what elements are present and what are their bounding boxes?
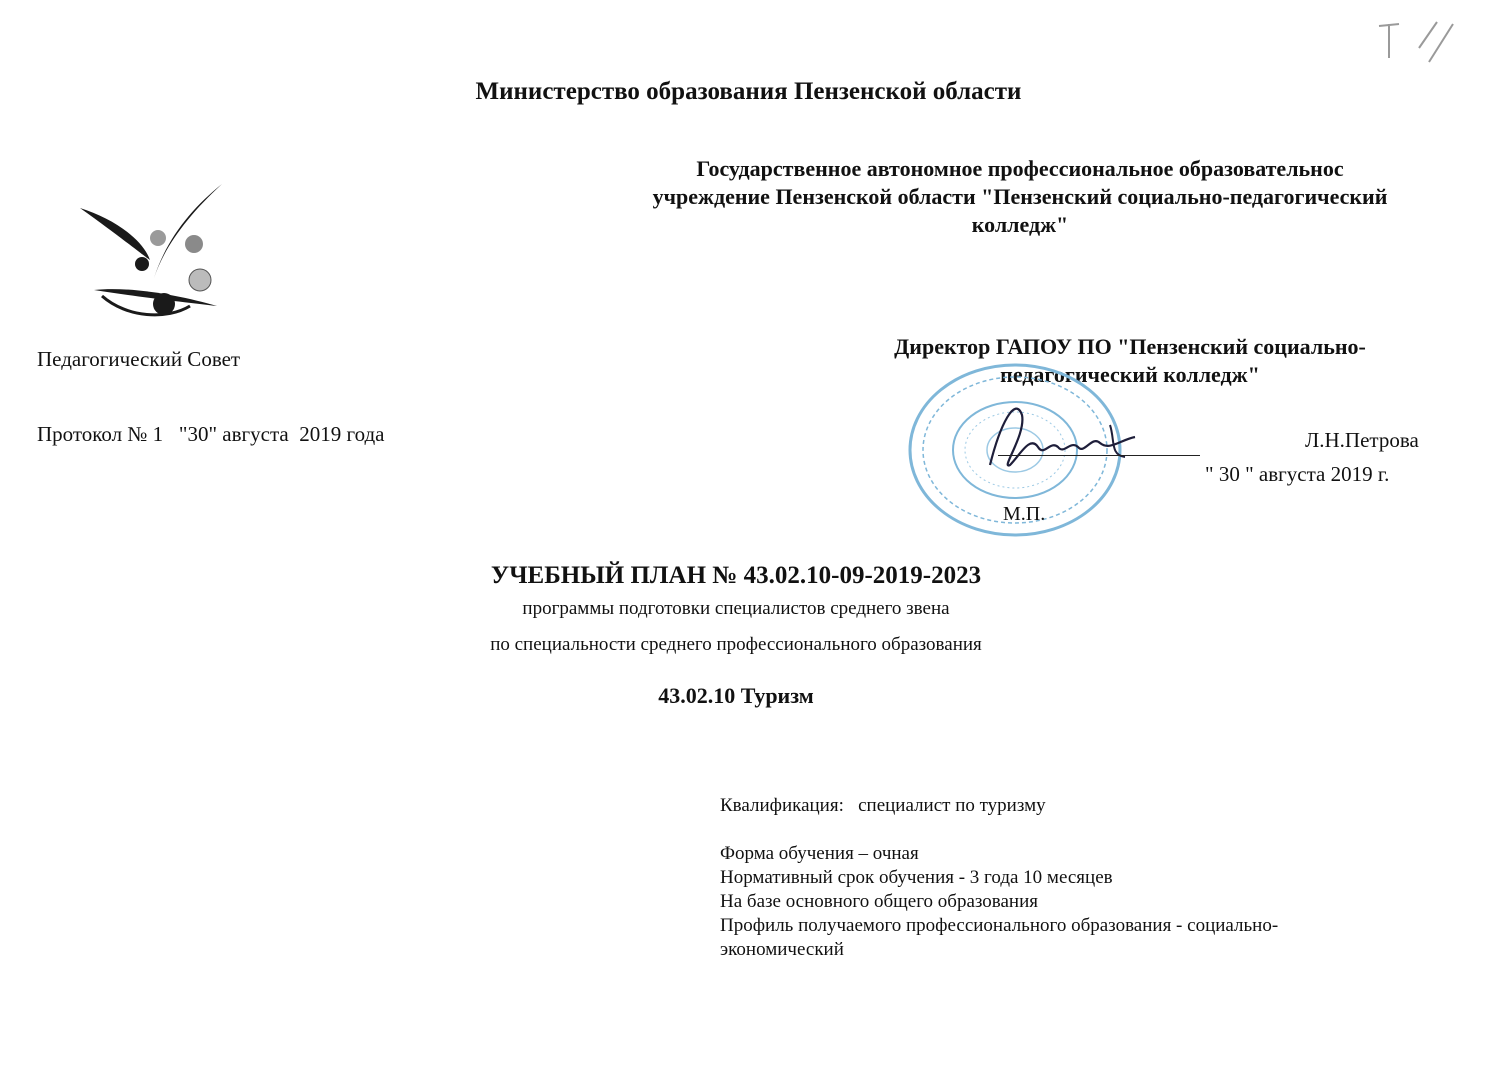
study-form: Форма обучения – очная bbox=[720, 843, 919, 864]
ministry-title: Министерство образования Пензенской области bbox=[475, 78, 1022, 105]
plan-subtitle-2: по специальности среднего профессионального образования bbox=[490, 634, 982, 655]
handwritten-mark-icon bbox=[1377, 18, 1457, 70]
plan-subtitle-1: программы подготовки специалистов среднего звена bbox=[522, 598, 950, 619]
signature-icon bbox=[960, 385, 1160, 485]
plan-details bbox=[720, 794, 1380, 962]
protocol-line: Протокол № 1 "30" августа 2019 года bbox=[37, 422, 385, 446]
stamp-label: М.П. bbox=[1003, 503, 1046, 525]
signature-line bbox=[998, 455, 1200, 456]
institution-line-2: учреждение Пензенской области "Пензенский социально-педагогический bbox=[652, 184, 1388, 209]
education-basis: На базе основного общего образования bbox=[720, 891, 1038, 912]
institution-line-3: колледж" bbox=[971, 212, 1069, 237]
profile-line-1: Профиль получаемого профессионального образования - социально- bbox=[720, 915, 1279, 936]
director-line-2: педагогический колледж" bbox=[1000, 362, 1260, 387]
qualification: Квалификация: специалист по туризму bbox=[720, 795, 1046, 816]
institution-line-1: Государственное автономное профессиональное образовательнос bbox=[696, 156, 1344, 181]
plan-title: УЧЕБНЫЙ ПЛАН № 43.02.10-09-2019-2023 bbox=[490, 562, 982, 589]
profile-line-2: экономический bbox=[720, 939, 844, 960]
specialty: 43.02.10 Туризм bbox=[658, 683, 814, 708]
study-term: Нормативный срок обучения - 3 года 10 месяцев bbox=[720, 867, 1113, 888]
college-logo-icon bbox=[72, 178, 242, 328]
institution-name bbox=[560, 155, 1480, 239]
approval-date: " 30 " августа 2019 г. bbox=[1205, 462, 1390, 486]
pedagogical-council: Педагогический Совет bbox=[37, 347, 241, 371]
director-name: Л.Н.Петрова bbox=[1305, 428, 1419, 452]
director-line-1: Директор ГАПОУ ПО "Пензенский социально- bbox=[894, 334, 1366, 359]
